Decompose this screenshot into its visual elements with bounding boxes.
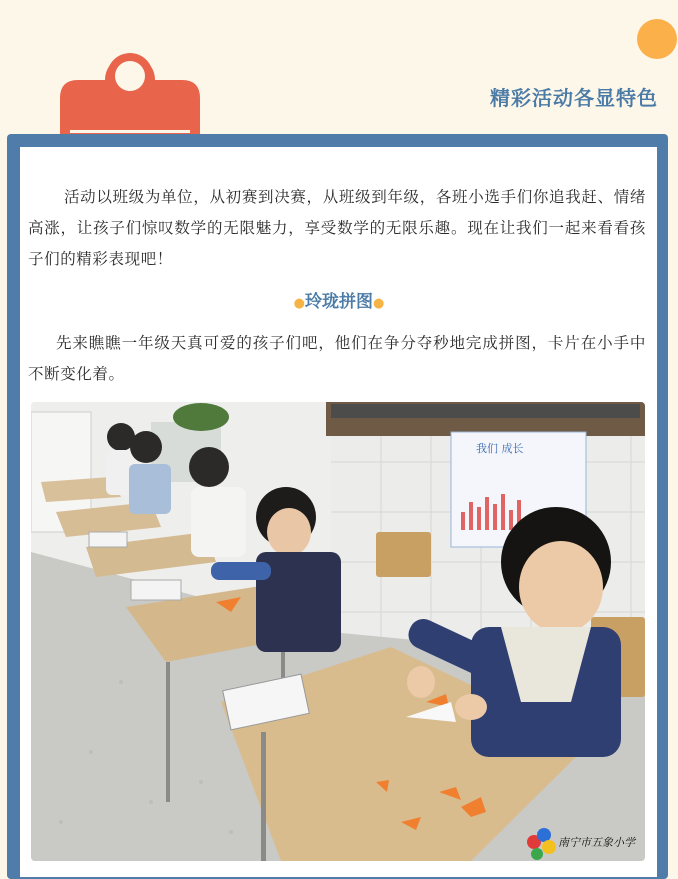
intro-paragraph: 活动以班级为单位，从初赛到决赛，从班级到年级，各班小选手们你追我赶、情绪高涨，让孩子们惊叹数学的无限魅力，享受数学的无限乐趣。现在让我们一起来看看孩子们的精彩表现吧！ bbox=[28, 188, 646, 268]
bullet-right-icon: ● bbox=[373, 296, 385, 311]
poster-text: 我们 成长 bbox=[476, 442, 524, 455]
puzzle-paragraph: 先来瞧瞧一年级天真可爱的孩子们吧，他们在争分夺秒地完成拼图，卡片在小手中不断变化着。 bbox=[28, 334, 646, 383]
classroom-photo bbox=[31, 402, 645, 861]
school-logo-text: 南宁市五象小学 bbox=[558, 836, 635, 849]
subheading-text: 玲珑拼图 bbox=[305, 292, 373, 312]
decorative-dot bbox=[637, 19, 677, 59]
clip-tab-icon bbox=[60, 44, 200, 146]
subheading bbox=[0, 287, 678, 312]
section-title: 精彩活动各显特色 bbox=[490, 86, 658, 110]
bullet-left-icon: ● bbox=[293, 296, 305, 311]
classroom-photo-illustration bbox=[31, 402, 645, 861]
